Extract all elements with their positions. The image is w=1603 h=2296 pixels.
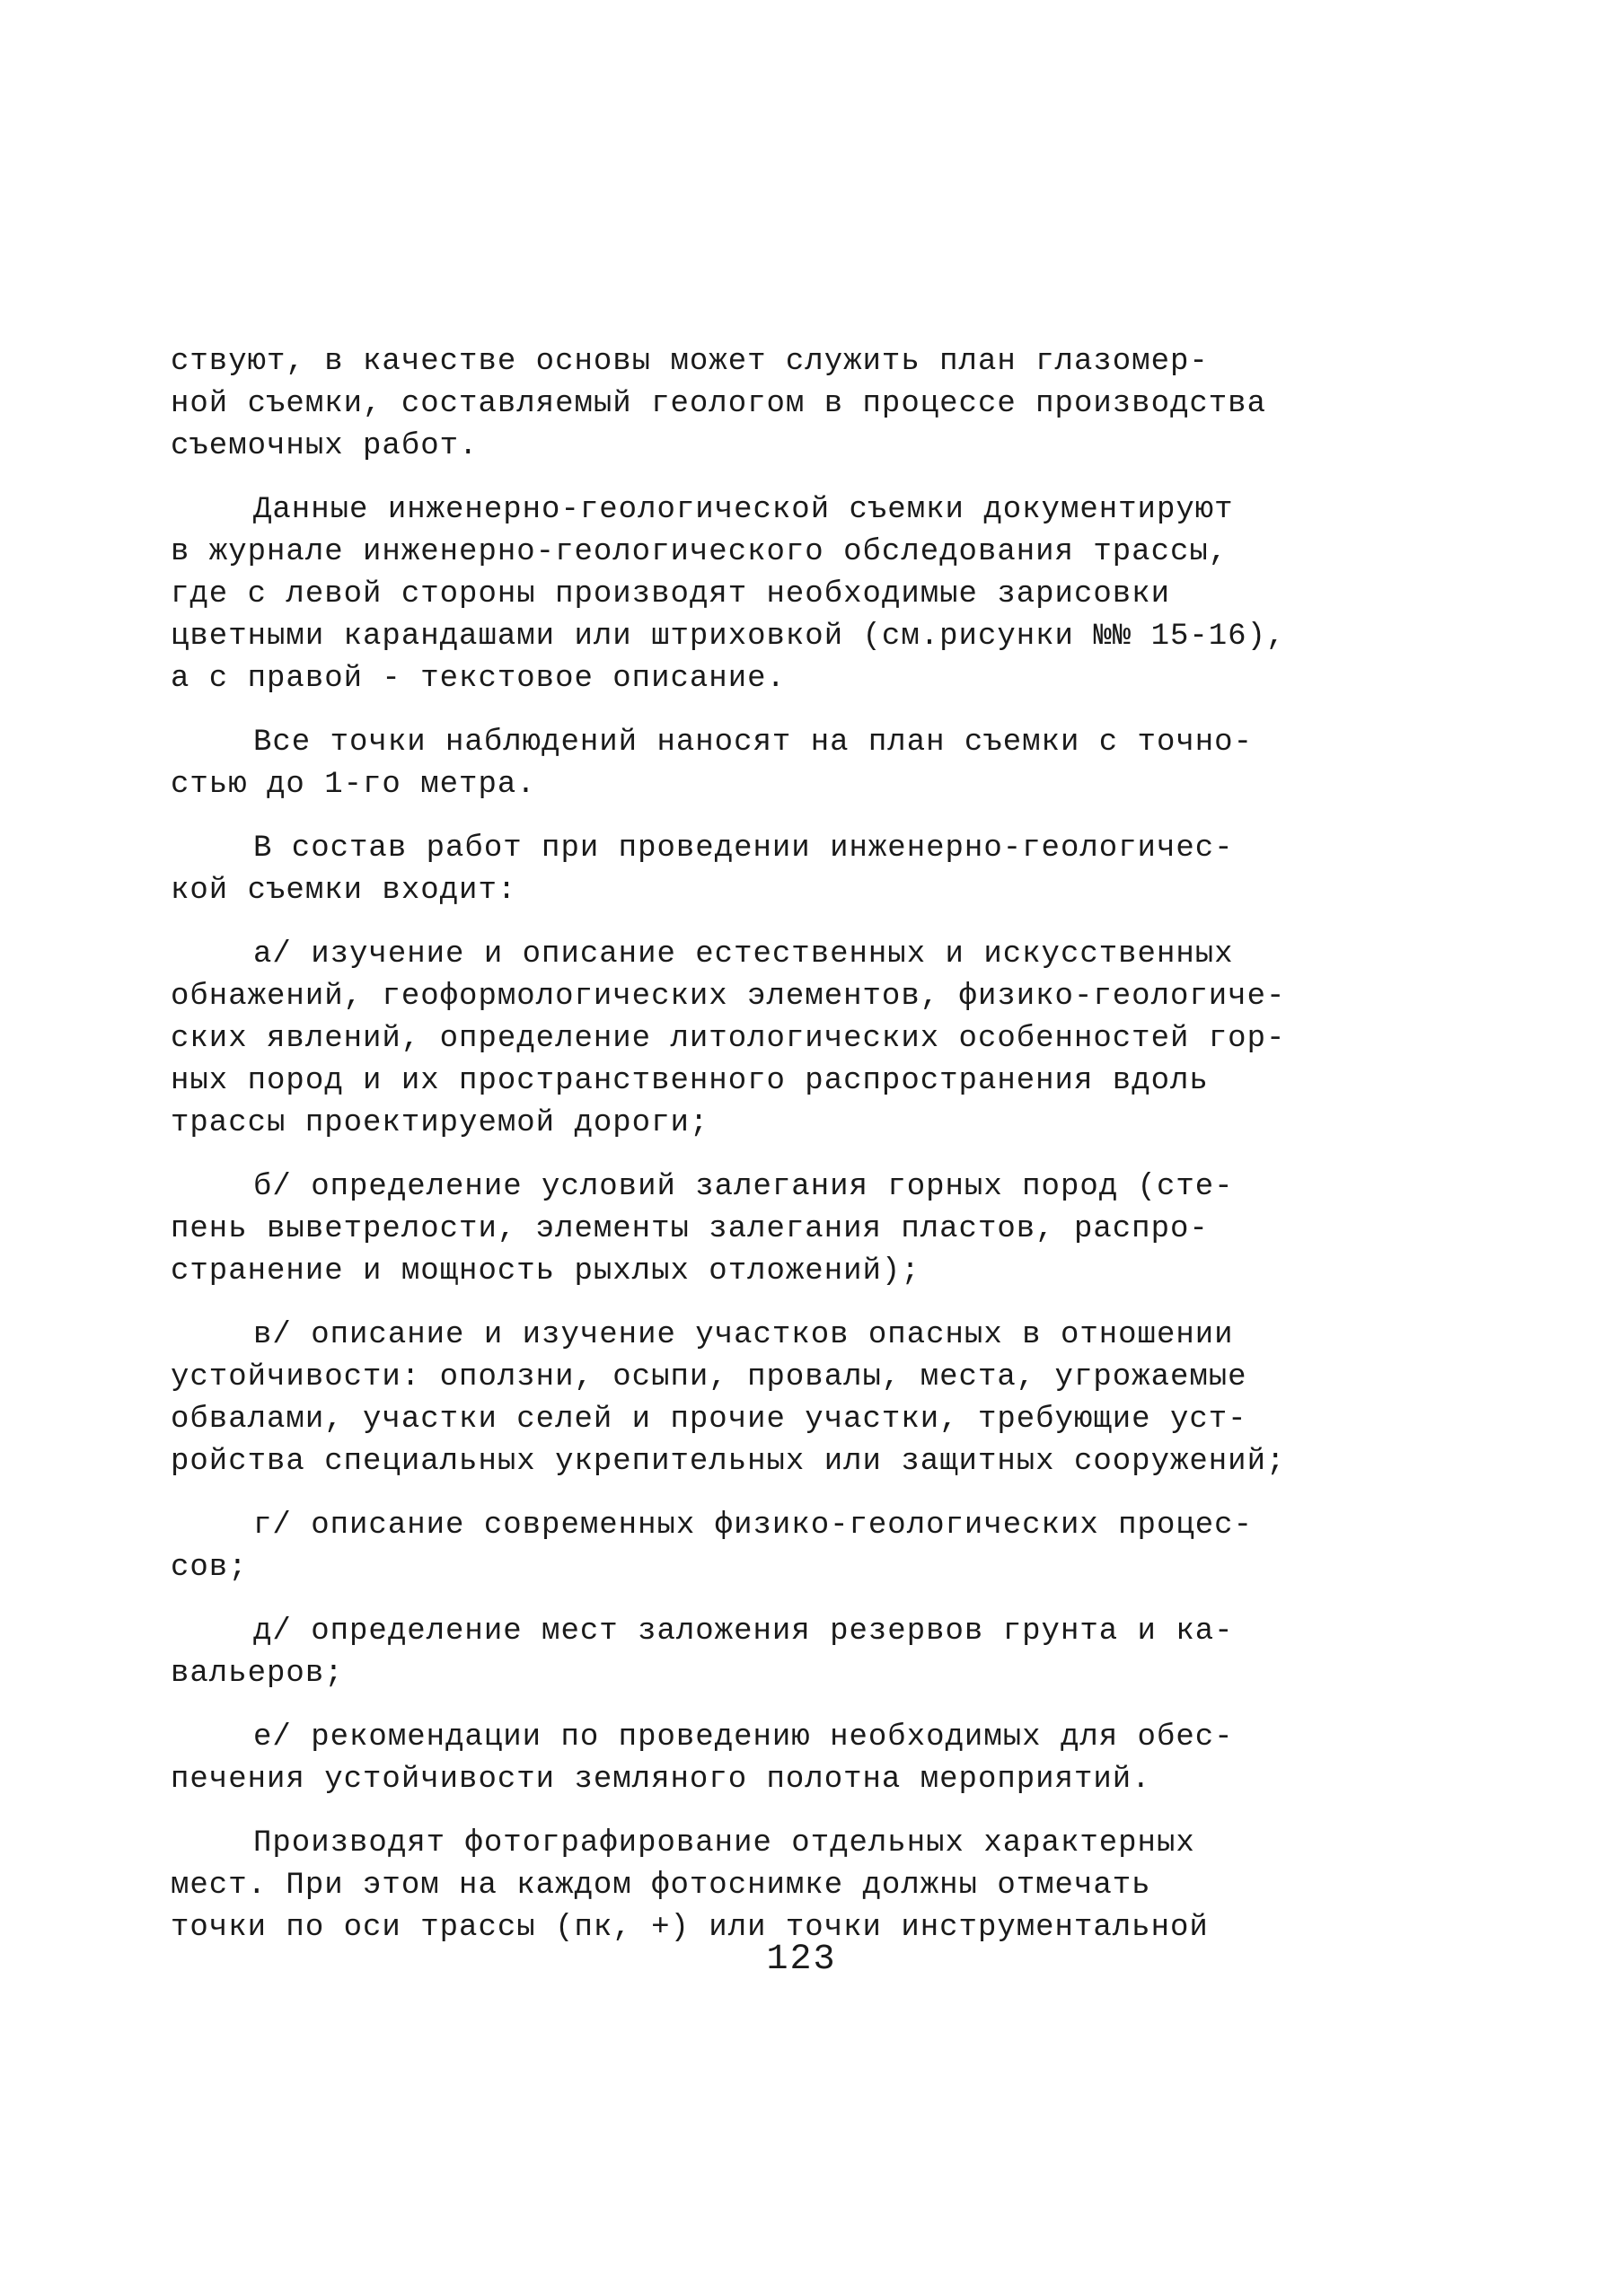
list-item-d [171,1611,1234,1695]
paragraph [171,1823,1230,1949]
text-line: Производят фотографирование отдельных характерных [253,1826,1195,1861]
text-line: ствуют, в качестве основы может служить план глазомер- [171,345,1209,379]
text-line: Данные инженерно-геологической съемки документируют [253,493,1234,527]
text-line: цветными карандашами или штриховкой (см.рисунки №№ 15-16), [171,620,1286,654]
text-line: печения устойчивости земляного полотна мероприятий. [171,1763,1151,1797]
text-line: обвалами, участки селей и прочие участки, требующие уст- [171,1403,1247,1437]
text-line: ройства специальных укрепительных или защитных сооружений; [171,1445,1286,1479]
text-line: а/ изучение и описание естественных и искусственных [253,937,1234,972]
text-line: б/ определение условий залегания горных пород (сте- [253,1170,1234,1204]
text-line: ной съемки, составляемый геологом в процессе производства [171,387,1266,421]
text-line: е/ рекомендации по проведению необходимых для обес- [253,1720,1234,1755]
text-line: кой съемки входит: [171,874,517,908]
text-line: трассы проектируемой дороги; [171,1106,709,1140]
text-line: мест. При этом на каждом фотоснимке должны отмечать [171,1869,1151,1903]
paragraph [171,722,1253,806]
text-line: ных пород и их пространственного распространения вдоль [171,1064,1209,1098]
list-item-a [171,934,1286,1145]
text-line: д/ определение мест заложения резервов грунта и ка- [253,1614,1234,1649]
list-item-e [171,1717,1234,1801]
body-text [171,341,1286,1971]
text-line: в/ описание и изучение участков опасных в отношении [253,1318,1234,1352]
list-item-v [171,1315,1286,1483]
text-line: странение и мощность рыхлых отложений); [171,1254,920,1289]
text-line: а с правой - текстовое описание. [171,662,786,696]
page-number: 123 [766,1940,837,1980]
text-line: сов; [171,1551,248,1585]
text-line: В состав работ при проведении инженерно-геологичес- [253,831,1234,866]
text-line: пень выветрелости, элементы залегания пластов, распро- [171,1212,1209,1246]
paragraph [171,828,1234,912]
text-line: ских явлений, определение литологических особенностей гор- [171,1022,1286,1056]
text-line: точки по оси трассы (пк, +) или точки инструментальной [171,1911,1209,1945]
list-item-g [171,1505,1253,1589]
text-line: съемочных работ. [171,429,479,463]
text-line: устойчивости: оползни, осыпи, провалы, места, угрожаемые [171,1360,1247,1394]
paragraph [171,341,1266,468]
text-line: в журнале инженерно-геологического обследования трассы, [171,535,1229,569]
text-line: где с левой стороны производят необходимые зарисовки [171,577,1170,611]
list-item-b [171,1166,1234,1293]
text-line: г/ описание современных физико-геологических процес- [253,1509,1253,1543]
text-line: обнажений, геоформологических элементов, физико-геологиче- [171,980,1286,1014]
text-line: стью до 1-го метра. [171,768,536,802]
text-line: вальеров; [171,1657,344,1691]
paragraph [171,489,1286,700]
text-line: Все точки наблюдений наносят на план съемки с точно- [253,726,1253,760]
